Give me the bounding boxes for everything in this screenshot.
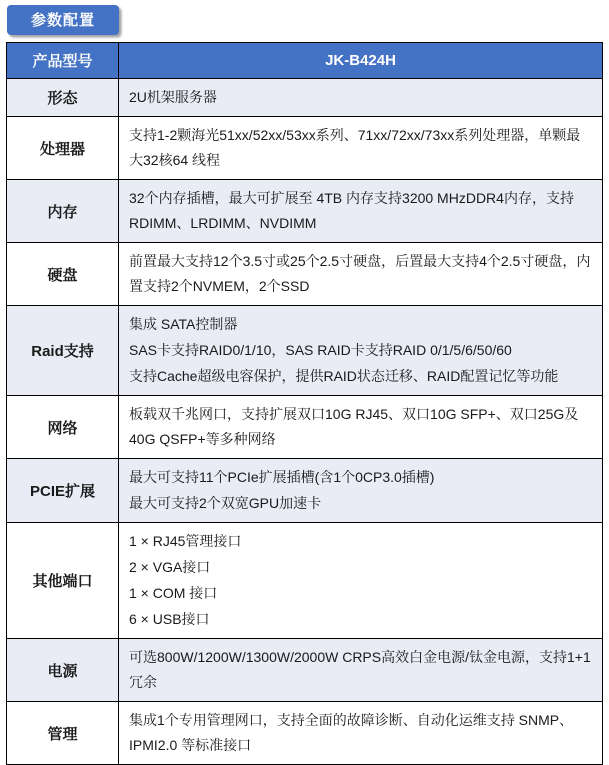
row-value-management [119,702,603,765]
table-row-management [7,702,603,765]
row-value-line: 集成 SATA控制器 [129,316,238,332]
table-row-pcie [7,459,603,523]
row-label-processor: 处理器 [7,117,119,180]
row-value-line: 最大可支持11个PCIe扩展插槽(含1个0CP3.0插槽) [129,469,435,485]
table-row-raid [7,306,603,396]
row-label-management: 管理 [7,702,119,765]
product-model-header-row [7,43,603,79]
row-value-processor [119,117,603,180]
table-row-power [7,639,603,702]
row-value-line: 板载双千兆网口，支持扩展双口10G RJ45、双口10G SFP+、双口25G及40G QSFP+等多种网络 [129,406,579,447]
table-row-memory [7,180,603,243]
product-model-label: 产品型号 [7,43,119,79]
section-title-badge: 参数配置 [7,5,119,35]
row-value-line: 2U机架服务器 [129,89,217,105]
row-value-memory [119,180,603,243]
spec-table [6,42,603,765]
spec-table-body [7,43,603,765]
table-row-storage [7,243,603,306]
row-label-form-factor: 形态 [7,79,119,117]
row-value-line: 支持1-2颗海光51xx/52xx/53xx系列、71xx/72xx/73xx系列处理器，单颗最大32核64 线程 [129,127,581,168]
row-label-power: 电源 [7,639,119,702]
row-label-network: 网络 [7,396,119,459]
row-label-memory: 内存 [7,180,119,243]
row-value-pcie [119,459,603,523]
row-value-line: 2 × VGA接口 [129,559,211,575]
row-value-network [119,396,603,459]
row-label-raid: Raid支持 [7,306,119,396]
row-value-other-ports [119,523,603,639]
row-value-line: 集成1个专用管理网口，支持全面的故障诊断、自动化运维支持 SNMP、IPMI2.0 等标准接口 [129,712,574,753]
row-value-line: 32个内存插槽，最大可扩展至 4TB 内存支持3200 MHzDDR4内存，支持RDIMM、LRDIMM、NVDIMM [129,190,574,231]
row-value-line: 6 × USB接口 [129,611,210,627]
row-value-raid [119,306,603,396]
row-value-line: 前置最大支持12个3.5寸或25个2.5寸硬盘，后置最大支持4个2.5寸硬盘，内置支持2个NVMEM，2个SSD [129,253,591,294]
row-value-line: 1 × RJ45管理接口 [129,533,242,549]
row-value-line: SAS卡支持RAID0/1/10，SAS RAID卡支持RAID 0/1/5/6/50/60 [129,342,512,358]
product-model-value: JK-B424H [119,43,603,79]
table-row-network [7,396,603,459]
table-row-processor [7,117,603,180]
row-value-form-factor [119,79,603,117]
row-label-pcie: PCIE扩展 [7,459,119,523]
row-value-line: 可选800W/1200W/1300W/2000W CRPS高效白金电源/钛金电源，支持1+1冗余 [129,649,591,690]
row-value-line: 支持Cache超级电容保护，提供RAID状态迁移、RAID配置记忆等功能 [129,368,559,384]
row-label-other-ports: 其他端口 [7,523,119,639]
row-value-power [119,639,603,702]
row-label-storage: 硬盘 [7,243,119,306]
row-value-line: 1 × COM 接口 [129,585,218,601]
row-value-storage [119,243,603,306]
row-value-line: 最大可支持2个双宽GPU加速卡 [129,495,322,511]
table-row-form-factor [7,79,603,117]
table-row-other-ports [7,523,603,639]
